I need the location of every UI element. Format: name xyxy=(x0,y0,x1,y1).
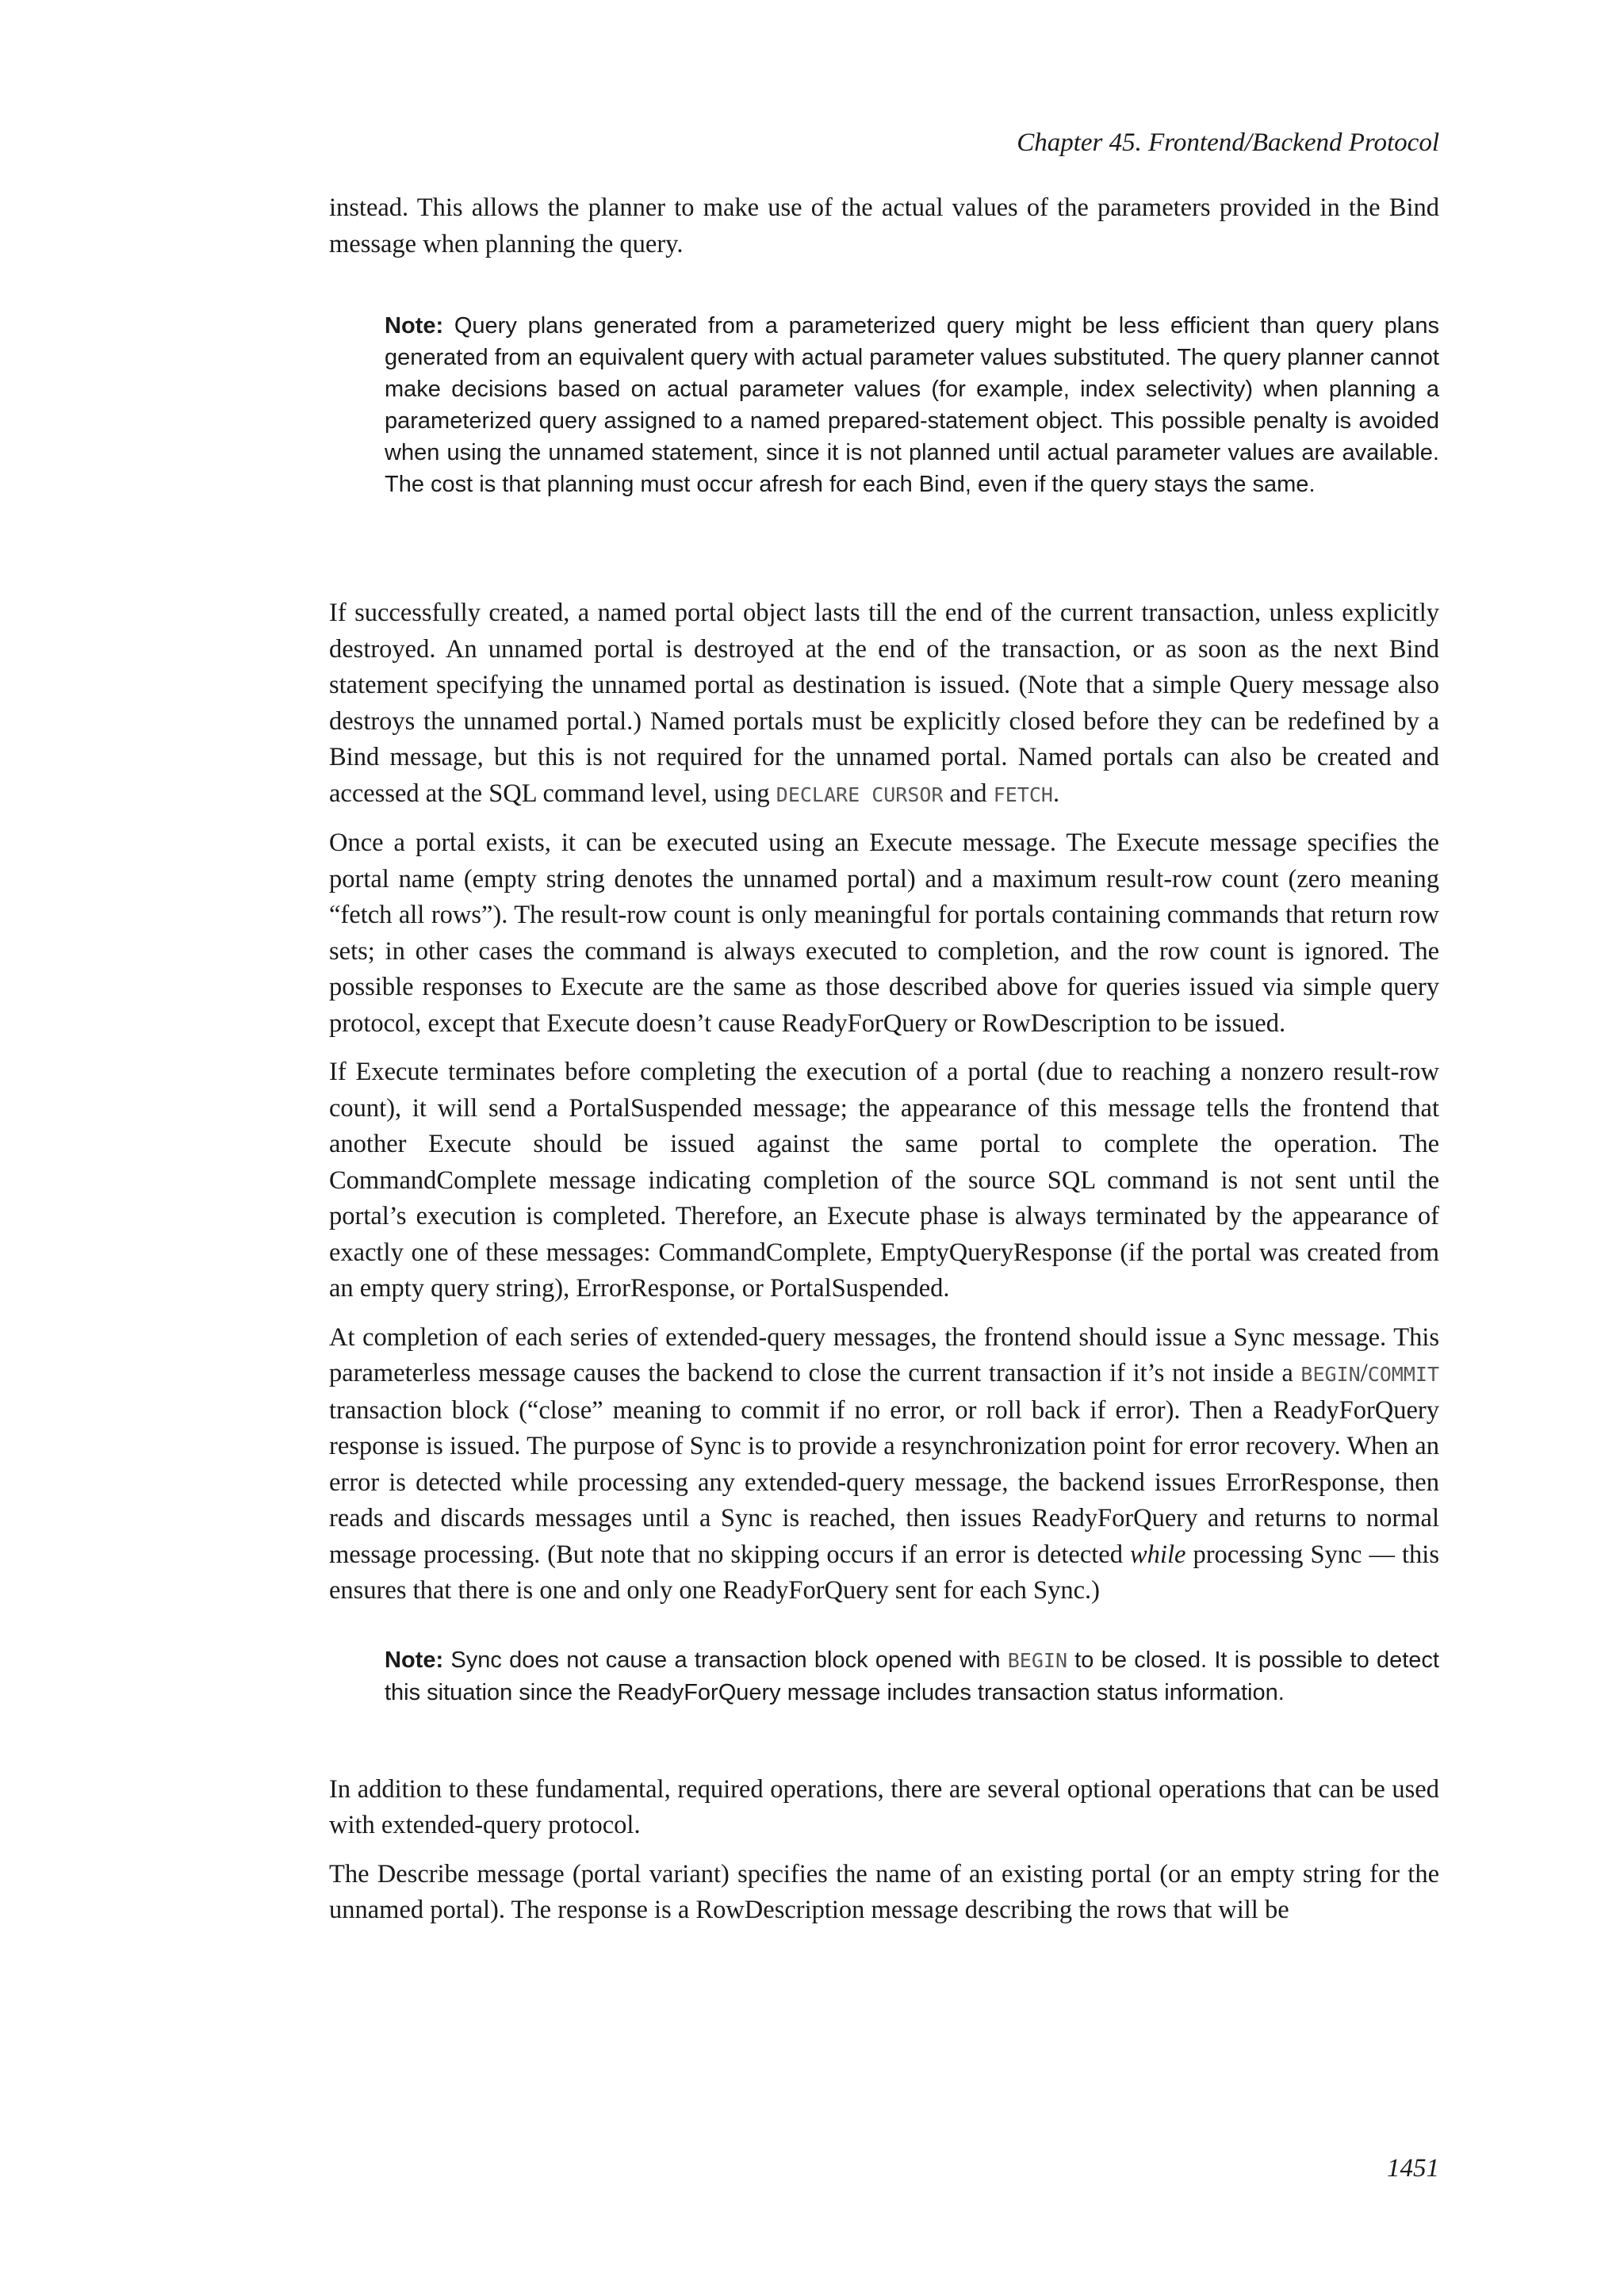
code-begin: BEGIN xyxy=(1007,1648,1067,1672)
note-text: to be closed. It is possible to detect this situation since the ReadyForQuery message includes transaction status information. xyxy=(385,1647,1439,1705)
paragraph-text: transaction block (“close” meaning to commit if no error, or roll back if error). Then a ReadyForQuery response is issued. The purpose of Sync is to provide a resynchronization point for error recovery. When an error is detected while processing any extended-query message, the backend issues ErrorResponse, then reads and discards messages until a Sync is reached, then issues ReadyForQuery and returns to normal message processing. (But note that no skipping occurs if an error is detected xyxy=(329,1395,1439,1569)
paragraph-intro: instead. This allows the planner to make use of the actual values of the parameters provided in the Bind message when planning the query. xyxy=(329,193,1439,258)
note-text: Query plans generated from a parameterized query might be less efficient than query plans generated from an equivalent query with actual parameter values substituted. The query planner cannot make decisions based on actual parameter values (for example, index selectivity) when planning a parameterized query assigned to a named prepared-statement object. This possible penalty is avoided when using the unnamed statement, since it is not planned until actual parameter values are available. The cost is that planning must occur afresh for each Bind, even if the query stays the same. xyxy=(385,313,1439,497)
paragraph-optional-operations: In addition to these fundamental, required operations, there are several optional operations that can be used with extended-query protocol. xyxy=(329,1774,1439,1839)
paragraph-text: At completion of each series of extended-query messages, the frontend should issue a Sync message. This parameterless message causes the backend to close the current transaction if it’s not inside a xyxy=(329,1322,1439,1387)
page-number: 1451 xyxy=(1387,2154,1439,2183)
code-commit: COMMIT xyxy=(1367,1363,1439,1386)
note-label: Note: xyxy=(385,313,444,339)
code-fetch: FETCH xyxy=(993,783,1053,806)
code-begin: BEGIN xyxy=(1300,1363,1361,1386)
paragraph-sync xyxy=(329,1320,1439,1609)
slash: / xyxy=(1360,1359,1368,1387)
paragraph-text: and xyxy=(943,779,994,808)
paragraph-text: . xyxy=(1052,779,1060,808)
note-box-sync xyxy=(385,1644,1439,1709)
code-declare-cursor: DECLARE CURSOR xyxy=(776,783,944,806)
paragraph-text: If successfully created, a named portal object lasts till the end of the current transaction, unless explicitly destroyed. An unnamed portal is destroyed at the end of the transaction, or as soon as the next Bind statement specifying the unnamed portal as destination is issued. (Note that a simple Query message also destroys the unnamed portal.) Named portals must be explicitly closed before they can be redefined by a Bind message, but this is not required for the unnamed portal. Named portals can also be created and accessed at the SQL command level, using xyxy=(329,599,1439,808)
paragraph-execute: Once a portal exists, it can be executed using an Execute message. The Execute message specifies the portal name (empty string denotes the unnamed portal) and a maximum result-row count (zero meaning “fetch all rows”). The result-row count is only meaningful for portals containing commands that return row sets; in other cases the command is always executed to completion, and the row count is ignored. The possible responses to Execute are the same as those described above for queries issued via simple query protocol, except that Execute doesn’t cause ReadyForQuery or RowDescription to be issued. xyxy=(329,828,1439,1038)
paragraph-execute-terminate: If Execute terminates before completing the execution of a portal (due to reaching a nonzero result-row count), it will send a PortalSuspended message; the appearance of this message tells the frontend that another Execute should be issued against the same portal to complete the operation. The CommandComplete message indicating completion of the source SQL command is not sent until the portal’s execution is completed. Therefore, an Execute phase is always terminated by the appearance of exactly one of these messages: CommandComplete, EmptyQueryResponse (if the portal was created from an empty query string), ErrorResponse, or PortalSuspended. xyxy=(329,1058,1439,1303)
running-header: Chapter 45. Frontend/Backend Protocol xyxy=(1017,128,1439,157)
note-label: Note: xyxy=(385,1647,444,1673)
page-body xyxy=(329,190,1439,1942)
note-text: Sync does not cause a transaction block opened with xyxy=(450,1647,1008,1673)
emphasis-while: while xyxy=(1129,1540,1186,1569)
paragraph-portal-lifetime xyxy=(329,595,1439,813)
note-box-query-plans xyxy=(385,310,1439,500)
paragraph-text: processing Sync — this ensures that there is one and only one ReadyForQuery sent for each Sync.) xyxy=(329,1540,1439,1605)
paragraph-describe: The Describe message (portal variant) specifies the name of an existing portal (or an empty string for the unnamed portal). The response is a RowDescription message describing the rows that will be xyxy=(329,1859,1439,1924)
